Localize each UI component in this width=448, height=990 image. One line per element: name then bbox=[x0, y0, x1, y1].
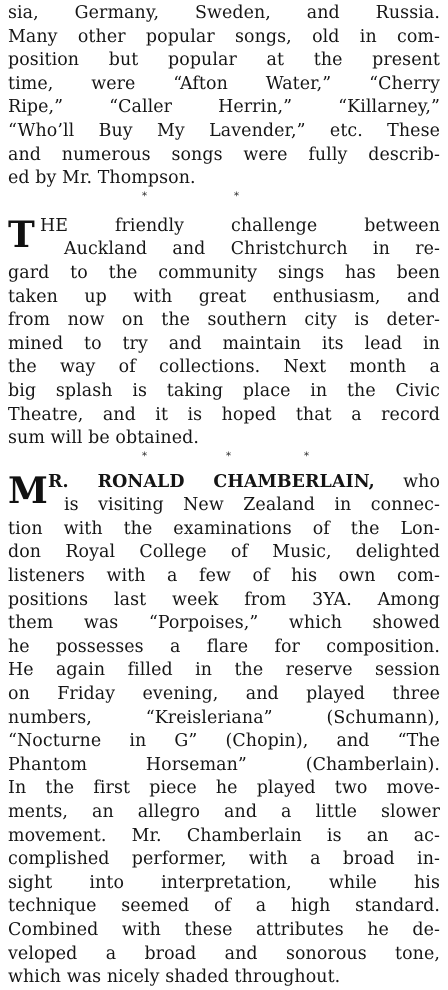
text-line: Phantom Horseman” (Chamberlain). bbox=[8, 754, 440, 775]
text-line: Many other popular songs, old in com- bbox=[8, 26, 440, 47]
text-line: and numerous songs were fully describ- bbox=[8, 144, 440, 165]
text-line: HE friendly challenge between bbox=[40, 215, 440, 236]
text-line: taken up with great enthusiasm, and bbox=[8, 286, 440, 307]
text-line: the way of collections. Next month a bbox=[8, 357, 440, 378]
text-line: Combined with these attributes he de- bbox=[8, 919, 440, 940]
drop-cap: M bbox=[8, 469, 48, 512]
text-line: sum will be obtained. bbox=[8, 428, 199, 449]
text-line: is visiting New Zealand in connec- bbox=[64, 495, 440, 516]
text-line: from now on the southern city is deter- bbox=[8, 310, 440, 331]
text-line: ments, an allegro and a little slower bbox=[8, 802, 440, 822]
text-line: time, were “Afton Water,” “Cherry bbox=[8, 73, 440, 94]
text-line: sia, Germany, Sweden, and Russia. bbox=[8, 3, 440, 23]
text-line: them was “Porpoises,” which showed bbox=[8, 613, 440, 634]
text-line: complished performer, with a broad in- bbox=[8, 849, 440, 870]
text-line bbox=[8, 471, 440, 495]
section-separator bbox=[8, 451, 440, 467]
text-line: gard to the community sings has been bbox=[8, 262, 440, 283]
separator-asterisk: * bbox=[234, 190, 240, 202]
separator-asterisk: * bbox=[142, 190, 148, 202]
text-line: numbers, “Kreisleriana” (Schumann), bbox=[8, 707, 440, 728]
text-line: movement. Mr. Chamberlain is an ac- bbox=[8, 825, 440, 846]
separator-asterisk: * bbox=[304, 450, 310, 462]
text-line: technique seemed of a high standard. bbox=[8, 896, 440, 917]
text-line: listeners with a few of his own com- bbox=[8, 566, 440, 587]
text-line: sight into interpretation, while his bbox=[8, 872, 440, 893]
text-line: positions last week from 3YA. Among bbox=[8, 589, 440, 610]
text-line: veloped a broad and sonorous tone, bbox=[8, 943, 440, 964]
paragraph-songs bbox=[8, 2, 440, 191]
text-line: Theatre, and it is hoped that a record bbox=[8, 404, 440, 425]
text-line: “Nocturne in G” (Chopin), and “The bbox=[8, 731, 440, 752]
text-line: ed by Mr. Thompson. bbox=[8, 168, 196, 189]
text-line: position but popular at the present bbox=[8, 50, 440, 71]
name-caps: R. RONALD CHAMBERLAIN, bbox=[48, 471, 375, 492]
text-line: which was nicely shaded throughout. bbox=[8, 967, 341, 988]
text-fragment: who bbox=[374, 471, 440, 492]
text-line: tion with the examinations of the Lon- bbox=[8, 518, 440, 539]
paragraph-community-sings bbox=[8, 215, 440, 451]
text-line: He again filled in the reserve session bbox=[8, 660, 440, 681]
text-line: “Who’ll Buy My Lavender,” etc. These bbox=[8, 120, 440, 141]
paragraph-chamberlain bbox=[8, 471, 440, 990]
text-line: In the first piece he played two move- bbox=[8, 778, 440, 799]
section-separator bbox=[8, 191, 440, 207]
text-line: big splash is taking place in the Civic bbox=[8, 380, 440, 401]
separator-asterisk: * bbox=[142, 450, 148, 462]
text-line: Auckland and Christchurch in re- bbox=[64, 239, 440, 260]
drop-cap: T bbox=[8, 213, 35, 256]
text-line: Ripe,” “Caller Herrin,” “Killarney,” bbox=[8, 97, 440, 118]
text-line: he possesses a flare for composition. bbox=[8, 636, 440, 657]
separator-asterisk: * bbox=[226, 450, 232, 462]
text-line: mined to try and maintain its lead in bbox=[8, 333, 440, 354]
text-line: on Friday evening, and played three bbox=[8, 684, 440, 705]
text-line: don Royal College of Music, delighted bbox=[8, 542, 440, 563]
